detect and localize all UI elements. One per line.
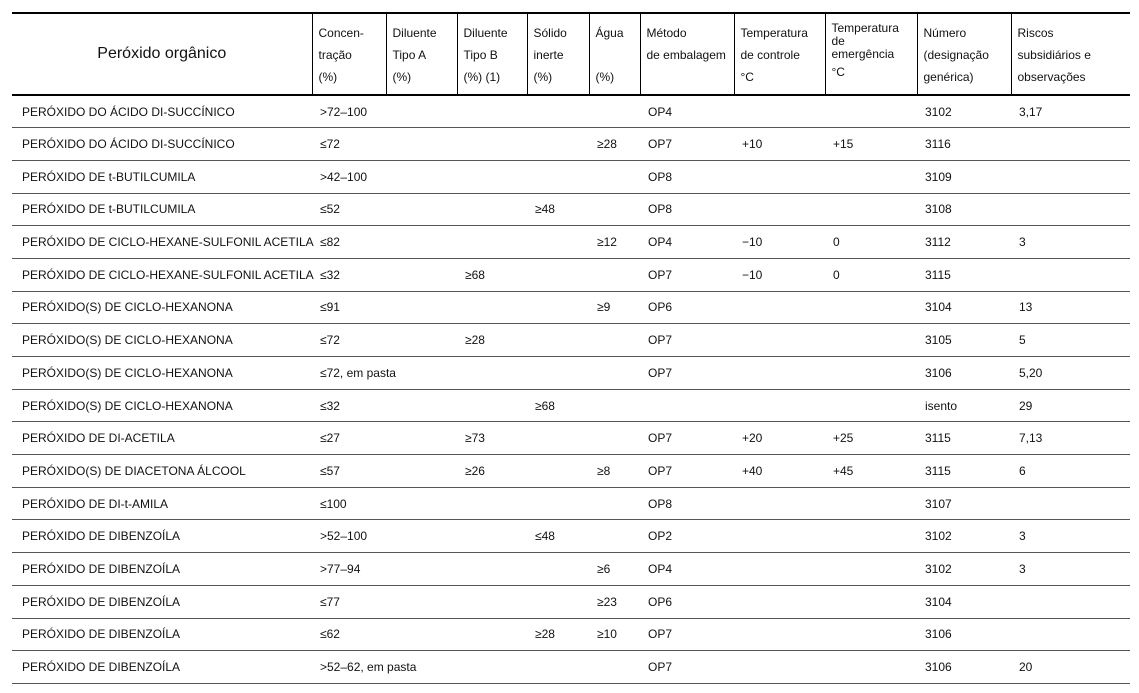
cell-diluente-b bbox=[457, 160, 527, 193]
cell-metodo: OP4 bbox=[640, 553, 734, 586]
cell-temp-emergencia bbox=[825, 487, 917, 520]
cell-solido-inerte: ≥28 bbox=[527, 618, 589, 651]
cell-solido-inerte bbox=[527, 651, 589, 684]
cell-riscos bbox=[1011, 487, 1130, 520]
cell-peroxido: PERÓXIDO(S) DE CICLO-HEXANONA bbox=[12, 324, 312, 357]
header-line: Temperatura bbox=[740, 26, 808, 40]
cell-diluente-b bbox=[457, 585, 527, 618]
cell-concentracao: ≤72 bbox=[312, 128, 386, 161]
cell-peroxido: PERÓXIDO(S) DE CICLO-HEXANONA bbox=[12, 357, 312, 390]
header-line: Método bbox=[646, 26, 687, 40]
cell-riscos: 20 bbox=[1011, 651, 1130, 684]
cell-metodo: OP6 bbox=[640, 291, 734, 324]
cell-concentracao: ≤62 bbox=[312, 618, 386, 651]
header-line: Sólido bbox=[533, 26, 567, 40]
cell-peroxido: PERÓXIDO DE DIBENZOÍLA bbox=[12, 520, 312, 553]
cell-concentracao: >52–100 bbox=[312, 520, 386, 553]
header-line: (%) bbox=[392, 70, 412, 84]
cell-agua: ≥6 bbox=[589, 553, 640, 586]
cell-solido-inerte bbox=[527, 291, 589, 324]
cell-temp-controle bbox=[734, 324, 825, 357]
cell-temp-controle bbox=[734, 553, 825, 586]
cell-peroxido: PERÓXIDO DE CICLO-HEXANE-SULFONIL ACETILA bbox=[12, 258, 312, 291]
cell-riscos bbox=[1011, 128, 1130, 161]
cell-diluente-a bbox=[386, 324, 457, 357]
header-temp-emergencia bbox=[825, 13, 917, 95]
cell-temp-emergencia bbox=[825, 357, 917, 390]
organic-peroxide-table bbox=[12, 12, 1130, 684]
cell-concentracao: ≤27 bbox=[312, 422, 386, 455]
cell-numero: 3102 bbox=[917, 95, 1011, 128]
cell-concentracao: ≤72 bbox=[312, 324, 386, 357]
header-line: observações bbox=[1017, 70, 1086, 84]
cell-temp-controle bbox=[734, 193, 825, 226]
cell-temp-emergencia bbox=[825, 651, 917, 684]
cell-metodo: OP8 bbox=[640, 193, 734, 226]
cell-temp-controle bbox=[734, 487, 825, 520]
cell-agua bbox=[589, 95, 640, 128]
cell-diluente-a bbox=[386, 291, 457, 324]
cell-diluente-b bbox=[457, 128, 527, 161]
cell-metodo: OP4 bbox=[640, 95, 734, 128]
cell-numero: 3112 bbox=[917, 226, 1011, 259]
cell-numero: 3108 bbox=[917, 193, 1011, 226]
header-line: Número bbox=[923, 26, 967, 40]
cell-solido-inerte bbox=[527, 357, 589, 390]
cell-temp-emergencia: 0 bbox=[825, 258, 917, 291]
table-row bbox=[12, 258, 1130, 291]
table-row bbox=[12, 651, 1130, 684]
cell-diluente-a bbox=[386, 357, 457, 390]
cell-temp-emergencia bbox=[825, 585, 917, 618]
cell-temp-emergencia bbox=[825, 553, 917, 586]
cell-numero: 3107 bbox=[917, 487, 1011, 520]
cell-diluente-b bbox=[457, 487, 527, 520]
cell-metodo: OP7 bbox=[640, 651, 734, 684]
cell-diluente-a bbox=[386, 95, 457, 128]
table-row bbox=[12, 553, 1130, 586]
cell-numero: 3102 bbox=[917, 553, 1011, 586]
table-row bbox=[12, 389, 1130, 422]
cell-temp-controle bbox=[734, 389, 825, 422]
cell-peroxido: PERÓXIDO DE CICLO-HEXANE-SULFONIL ACETILA bbox=[12, 226, 312, 259]
cell-agua bbox=[589, 258, 640, 291]
table-row bbox=[12, 357, 1130, 390]
cell-temp-emergencia bbox=[825, 618, 917, 651]
cell-diluente-b: ≥26 bbox=[457, 455, 527, 488]
cell-diluente-a bbox=[386, 553, 457, 586]
cell-temp-emergencia bbox=[825, 193, 917, 226]
header-line: (%) (1) bbox=[463, 70, 501, 84]
cell-diluente-b: ≥73 bbox=[457, 422, 527, 455]
cell-metodo: OP7 bbox=[640, 455, 734, 488]
header-row bbox=[12, 13, 1130, 95]
cell-temp-controle bbox=[734, 585, 825, 618]
cell-riscos bbox=[1011, 193, 1130, 226]
cell-peroxido: PERÓXIDO DE t-BUTILCUMILA bbox=[12, 160, 312, 193]
cell-diluente-b: ≥28 bbox=[457, 324, 527, 357]
cell-agua bbox=[589, 651, 640, 684]
cell-metodo: OP7 bbox=[640, 258, 734, 291]
cell-diluente-a bbox=[386, 455, 457, 488]
cell-agua bbox=[589, 160, 640, 193]
cell-diluente-b bbox=[457, 520, 527, 553]
cell-peroxido: PERÓXIDO DO ÁCIDO DI-SUCCÍNICO bbox=[12, 128, 312, 161]
cell-peroxido: PERÓXIDO(S) DE DIACETONA ÁLCOOL bbox=[12, 455, 312, 488]
cell-riscos: 13 bbox=[1011, 291, 1130, 324]
cell-temp-emergencia: +45 bbox=[825, 455, 917, 488]
cell-concentracao: ≤52 bbox=[312, 193, 386, 226]
table-row bbox=[12, 226, 1130, 259]
header-riscos bbox=[1011, 13, 1130, 95]
cell-temp-emergencia bbox=[825, 291, 917, 324]
cell-temp-emergencia bbox=[825, 324, 917, 357]
cell-peroxido: PERÓXIDO DE t-BUTILCUMILA bbox=[12, 193, 312, 226]
cell-concentracao: ≤100 bbox=[312, 487, 386, 520]
cell-diluente-a bbox=[386, 389, 457, 422]
table-row bbox=[12, 324, 1130, 357]
cell-metodo: OP7 bbox=[640, 618, 734, 651]
cell-solido-inerte bbox=[527, 487, 589, 520]
cell-diluente-a bbox=[386, 226, 457, 259]
cell-agua: ≥8 bbox=[589, 455, 640, 488]
cell-diluente-b bbox=[457, 389, 527, 422]
cell-riscos bbox=[1011, 258, 1130, 291]
cell-peroxido: PERÓXIDO DE DI-ACETILA bbox=[12, 422, 312, 455]
header-line: °C bbox=[831, 65, 845, 79]
cell-temp-controle: +40 bbox=[734, 455, 825, 488]
cell-agua: ≥12 bbox=[589, 226, 640, 259]
cell-solido-inerte bbox=[527, 553, 589, 586]
cell-agua bbox=[589, 357, 640, 390]
cell-riscos: 3 bbox=[1011, 226, 1130, 259]
cell-temp-controle bbox=[734, 520, 825, 553]
cell-concentracao: >52–62, em pasta bbox=[312, 651, 386, 684]
cell-metodo: OP8 bbox=[640, 487, 734, 520]
header-metodo bbox=[640, 13, 734, 95]
cell-solido-inerte: ≤48 bbox=[527, 520, 589, 553]
cell-riscos: 5 bbox=[1011, 324, 1130, 357]
cell-temp-controle bbox=[734, 618, 825, 651]
cell-numero: 3106 bbox=[917, 651, 1011, 684]
cell-numero: 3104 bbox=[917, 291, 1011, 324]
cell-temp-emergencia bbox=[825, 160, 917, 193]
table-body bbox=[12, 95, 1130, 683]
header-line: Diluente bbox=[463, 26, 508, 40]
header-diluente-a bbox=[386, 13, 457, 95]
cell-agua bbox=[589, 389, 640, 422]
cell-diluente-a bbox=[386, 258, 457, 291]
cell-numero: 3105 bbox=[917, 324, 1011, 357]
cell-numero: 3106 bbox=[917, 618, 1011, 651]
cell-metodo: OP8 bbox=[640, 160, 734, 193]
cell-temp-controle bbox=[734, 160, 825, 193]
header-concentracao bbox=[312, 13, 386, 95]
cell-peroxido: PERÓXIDO(S) DE CICLO-HEXANONA bbox=[12, 389, 312, 422]
cell-diluente-b bbox=[457, 226, 527, 259]
cell-metodo bbox=[640, 389, 734, 422]
header-line: de bbox=[831, 34, 845, 48]
cell-riscos bbox=[1011, 618, 1130, 651]
cell-agua bbox=[589, 520, 640, 553]
cell-solido-inerte bbox=[527, 585, 589, 618]
cell-concentracao: >72–100 bbox=[312, 95, 386, 128]
cell-metodo: OP7 bbox=[640, 422, 734, 455]
cell-riscos: 7,13 bbox=[1011, 422, 1130, 455]
cell-numero: 3115 bbox=[917, 258, 1011, 291]
cell-diluente-a bbox=[386, 128, 457, 161]
cell-metodo: OP7 bbox=[640, 128, 734, 161]
cell-diluente-b bbox=[457, 193, 527, 226]
cell-solido-inerte: ≥68 bbox=[527, 389, 589, 422]
cell-numero: 3116 bbox=[917, 128, 1011, 161]
cell-peroxido: PERÓXIDO DE DIBENZOÍLA bbox=[12, 618, 312, 651]
cell-peroxido: PERÓXIDO DO ÁCIDO DI-SUCCÍNICO bbox=[12, 95, 312, 128]
header-line: subsidiários e bbox=[1017, 48, 1091, 62]
cell-diluente-b bbox=[457, 291, 527, 324]
cell-agua bbox=[589, 193, 640, 226]
cell-solido-inerte bbox=[527, 128, 589, 161]
header-line: Água bbox=[595, 26, 624, 40]
cell-solido-inerte bbox=[527, 258, 589, 291]
cell-metodo: OP7 bbox=[640, 357, 734, 390]
cell-solido-inerte bbox=[527, 455, 589, 488]
cell-diluente-a bbox=[386, 193, 457, 226]
cell-diluente-b bbox=[457, 357, 527, 390]
cell-agua bbox=[589, 324, 640, 357]
cell-diluente-a bbox=[386, 487, 457, 520]
header-line: de embalagem bbox=[646, 48, 726, 62]
cell-riscos bbox=[1011, 160, 1130, 193]
header-line: Concen- bbox=[318, 26, 364, 40]
cell-temp-emergencia bbox=[825, 520, 917, 553]
cell-metodo: OP7 bbox=[640, 324, 734, 357]
cell-peroxido: PERÓXIDO DE DIBENZOÍLA bbox=[12, 651, 312, 684]
cell-temp-controle bbox=[734, 357, 825, 390]
cell-metodo: OP2 bbox=[640, 520, 734, 553]
cell-diluente-a bbox=[386, 160, 457, 193]
cell-riscos: 6 bbox=[1011, 455, 1130, 488]
table-row bbox=[12, 520, 1130, 553]
cell-temp-emergencia: +15 bbox=[825, 128, 917, 161]
header-numero bbox=[917, 13, 1011, 95]
cell-temp-controle: −10 bbox=[734, 226, 825, 259]
cell-concentracao: ≤72, em pasta bbox=[312, 357, 386, 390]
header-line: Riscos bbox=[1017, 26, 1054, 40]
cell-diluente-b: ≥68 bbox=[457, 258, 527, 291]
header-line: Diluente bbox=[392, 26, 437, 40]
cell-riscos: 5,20 bbox=[1011, 357, 1130, 390]
cell-riscos: 3 bbox=[1011, 520, 1130, 553]
table-row bbox=[12, 160, 1130, 193]
cell-riscos: 29 bbox=[1011, 389, 1130, 422]
cell-peroxido: PERÓXIDO DE DIBENZOÍLA bbox=[12, 553, 312, 586]
cell-concentracao: >77–94 bbox=[312, 553, 386, 586]
cell-concentracao: >42–100 bbox=[312, 160, 386, 193]
header-line: Tipo A bbox=[392, 48, 427, 62]
cell-agua: ≥23 bbox=[589, 585, 640, 618]
table-row bbox=[12, 422, 1130, 455]
header-line: (designação bbox=[923, 48, 989, 62]
cell-riscos: 3,17 bbox=[1011, 95, 1130, 128]
cell-riscos: 3 bbox=[1011, 553, 1130, 586]
header-line: (%) bbox=[595, 70, 615, 84]
cell-temp-controle bbox=[734, 291, 825, 324]
cell-concentracao: ≤32 bbox=[312, 258, 386, 291]
table-row bbox=[12, 95, 1130, 128]
cell-solido-inerte bbox=[527, 226, 589, 259]
cell-peroxido: PERÓXIDO DE DI-t-AMILA bbox=[12, 487, 312, 520]
cell-concentracao: ≤91 bbox=[312, 291, 386, 324]
header-diluente-b bbox=[457, 13, 527, 95]
cell-concentracao: ≤82 bbox=[312, 226, 386, 259]
cell-diluente-a bbox=[386, 585, 457, 618]
cell-agua bbox=[589, 487, 640, 520]
table-row bbox=[12, 585, 1130, 618]
cell-temp-emergencia: +25 bbox=[825, 422, 917, 455]
cell-concentracao: ≤32 bbox=[312, 389, 386, 422]
cell-temp-controle: +10 bbox=[734, 128, 825, 161]
cell-diluente-b bbox=[457, 618, 527, 651]
cell-agua: ≥9 bbox=[589, 291, 640, 324]
header-solido-inerte bbox=[527, 13, 589, 95]
cell-peroxido: PERÓXIDO(S) DE CICLO-HEXANONA bbox=[12, 291, 312, 324]
cell-solido-inerte bbox=[527, 324, 589, 357]
header-line: Temperatura bbox=[831, 21, 899, 35]
cell-temp-controle: +20 bbox=[734, 422, 825, 455]
cell-temp-controle bbox=[734, 95, 825, 128]
header-line: Tipo B bbox=[463, 48, 498, 62]
cell-temp-emergencia bbox=[825, 389, 917, 422]
cell-diluente-b bbox=[457, 553, 527, 586]
cell-solido-inerte bbox=[527, 95, 589, 128]
cell-agua: ≥28 bbox=[589, 128, 640, 161]
header-line: (%) bbox=[318, 70, 338, 84]
cell-numero: 3106 bbox=[917, 357, 1011, 390]
cell-diluente-b bbox=[457, 651, 527, 684]
cell-riscos bbox=[1011, 585, 1130, 618]
header-line: emergência bbox=[831, 47, 895, 61]
cell-solido-inerte bbox=[527, 422, 589, 455]
table-row bbox=[12, 291, 1130, 324]
table-row bbox=[12, 487, 1130, 520]
table-row bbox=[12, 455, 1130, 488]
cell-numero: 3109 bbox=[917, 160, 1011, 193]
cell-solido-inerte: ≥48 bbox=[527, 193, 589, 226]
cell-numero: 3104 bbox=[917, 585, 1011, 618]
header-line: inerte bbox=[533, 48, 564, 62]
cell-concentracao: ≤57 bbox=[312, 455, 386, 488]
cell-temp-controle: −10 bbox=[734, 258, 825, 291]
cell-agua: ≥10 bbox=[589, 618, 640, 651]
header-line: °C bbox=[740, 70, 754, 84]
cell-numero: 3115 bbox=[917, 422, 1011, 455]
header-line: tração bbox=[318, 48, 352, 62]
cell-concentracao: ≤77 bbox=[312, 585, 386, 618]
header-line: (%) bbox=[533, 70, 553, 84]
cell-metodo: OP4 bbox=[640, 226, 734, 259]
cell-temp-emergencia: 0 bbox=[825, 226, 917, 259]
cell-temp-controle bbox=[734, 651, 825, 684]
cell-metodo: OP6 bbox=[640, 585, 734, 618]
table-row bbox=[12, 618, 1130, 651]
cell-diluente-a bbox=[386, 520, 457, 553]
header-peroxido: Peróxido orgânico bbox=[12, 13, 312, 95]
cell-temp-emergencia bbox=[825, 95, 917, 128]
table-row bbox=[12, 128, 1130, 161]
table-row bbox=[12, 193, 1130, 226]
cell-solido-inerte bbox=[527, 160, 589, 193]
cell-diluente-a bbox=[386, 422, 457, 455]
cell-diluente-b bbox=[457, 95, 527, 128]
cell-diluente-a bbox=[386, 618, 457, 651]
cell-numero: 3115 bbox=[917, 455, 1011, 488]
cell-numero: isento bbox=[917, 389, 1011, 422]
cell-peroxido: PERÓXIDO DE DIBENZOÍLA bbox=[12, 585, 312, 618]
header-line: de controle bbox=[740, 48, 800, 62]
header-line: genérica) bbox=[923, 70, 974, 84]
cell-agua bbox=[589, 422, 640, 455]
header-agua bbox=[589, 13, 640, 95]
header-temp-controle bbox=[734, 13, 825, 95]
cell-numero: 3102 bbox=[917, 520, 1011, 553]
